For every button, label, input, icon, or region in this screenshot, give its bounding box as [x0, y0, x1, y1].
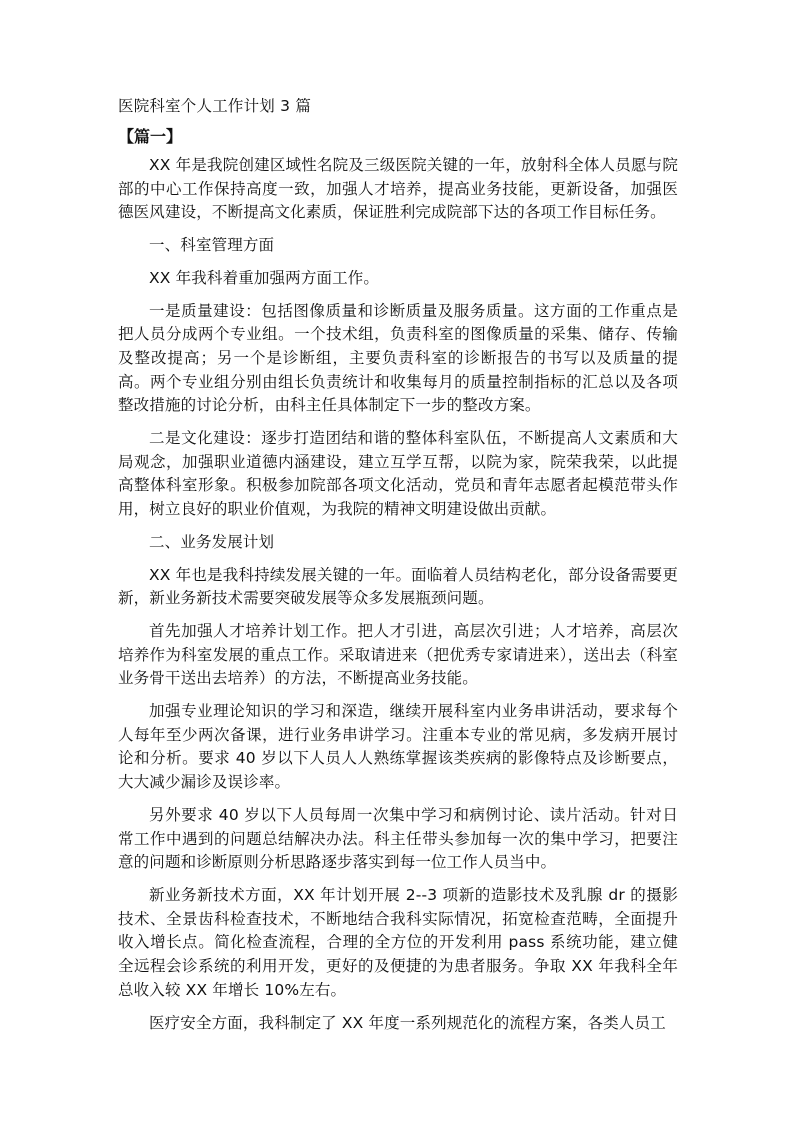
section-heading-management: 一、科室管理方面	[149, 236, 275, 255]
paragraph-safety: 医疗安全方面，我科制定了 XX 年度一系列规范化的流程方案，各类人员工	[149, 1013, 666, 1032]
document-title: 医院科室个人工作计划 3 篇	[118, 97, 312, 115]
paragraph-study: 加强专业理论知识的学习和深造，继续开展科室内业务串讲活动，要求每个人每年至少两次备课，进行业务串讲学习。注重本专业的常见病，多发病开展讨论和分析。要求 40 岁以下人员人人熟练掌握该类疾病的影像特点及诊断要点，大大减少漏诊及误诊率。	[118, 702, 678, 792]
document-body	[118, 96, 678, 1044]
paragraph-new-tech: 新业务新技术方面，XX 年计划开展 2--3 项新的造影技术及乳腺 dr 的摄影技术、全景齿科检查技术，不断地结合我科实际情况，拓宽检查范畴，全面提升收入增长点。简化检查流程，合理的全方位的开发利用 pass 系统功能，建立健全远程会诊系统的利用开发，更好的及便捷的为患者服务。争取 XX 年我科全年总收入较 XX 年增长 10%左右。	[118, 885, 678, 999]
paragraph-culture: 二是文化建设：逐步打造团结和谐的整体科室队伍，不断提高人文素质和大局观念，加强职业道德内涵建设，建立互学互帮，以院为家，院荣我荣，以此提高整体科室形象。积极参加院部各项文化活动，党员和青年志愿者起模范带头作用，树立良好的职业价值观，为我院的精神文明建设做出贡献。	[118, 429, 678, 519]
paragraph-intro: XX 年是我院创建区域性名院及三级医院关键的一年，放射科全体人员愿与院部的中心工作保持高度一致，加强人才培养，提高业务技能，更新设备，加强医德医风建设，不断提高文化素质，保证胜利完成院部下达的各项工作目标任务。	[118, 156, 678, 222]
paragraph-quality: 一是质量建设：包括图像质量和诊断质量及服务质量。这方面的工作重点是把人员分成两个专业组。一个技术组，负责科室的图像质量的采集、储存、传输及整改提高；另一个是诊断组，主要负责科室的诊断报告的书写以及质量的提高。两个专业组分别由组长负责统计和收集每月的质量控制指标的汇总以及各项整改措施的讨论分析，由科主任具体制定下一步的整改方案。	[118, 301, 678, 415]
paragraph-development-year: XX 年也是我科持续发展关键的一年。面临着人员结构老化，部分设备需要更新，新业务新技术需要突破发展等众多发展瓶颈问题。	[118, 565, 678, 608]
paragraph-focus: XX 年我科着重加强两方面工作。	[149, 268, 380, 287]
section-label: 【篇一】	[118, 127, 183, 146]
paragraph-weekly: 另外要求 40 岁以下人员每周一次集中学习和病例讨论、读片活动。针对日常工作中遇到的问题总结解决办法。科主任带头参加每一次的集中学习，把要注意的问题和诊断原则分析思路逐步落实到每一位工作人员当中。	[118, 805, 678, 872]
paragraph-talent: 首先加强人才培养计划工作。把人才引进，高层次引进；人才培养，高层次培养作为科室发展的重点工作。采取请进来（把优秀专家请进来），送出去（科室业务骨干送出去培养）的方法，不断提高业务技能。	[118, 621, 678, 688]
section-heading-development: 二、业务发展计划	[149, 532, 275, 551]
